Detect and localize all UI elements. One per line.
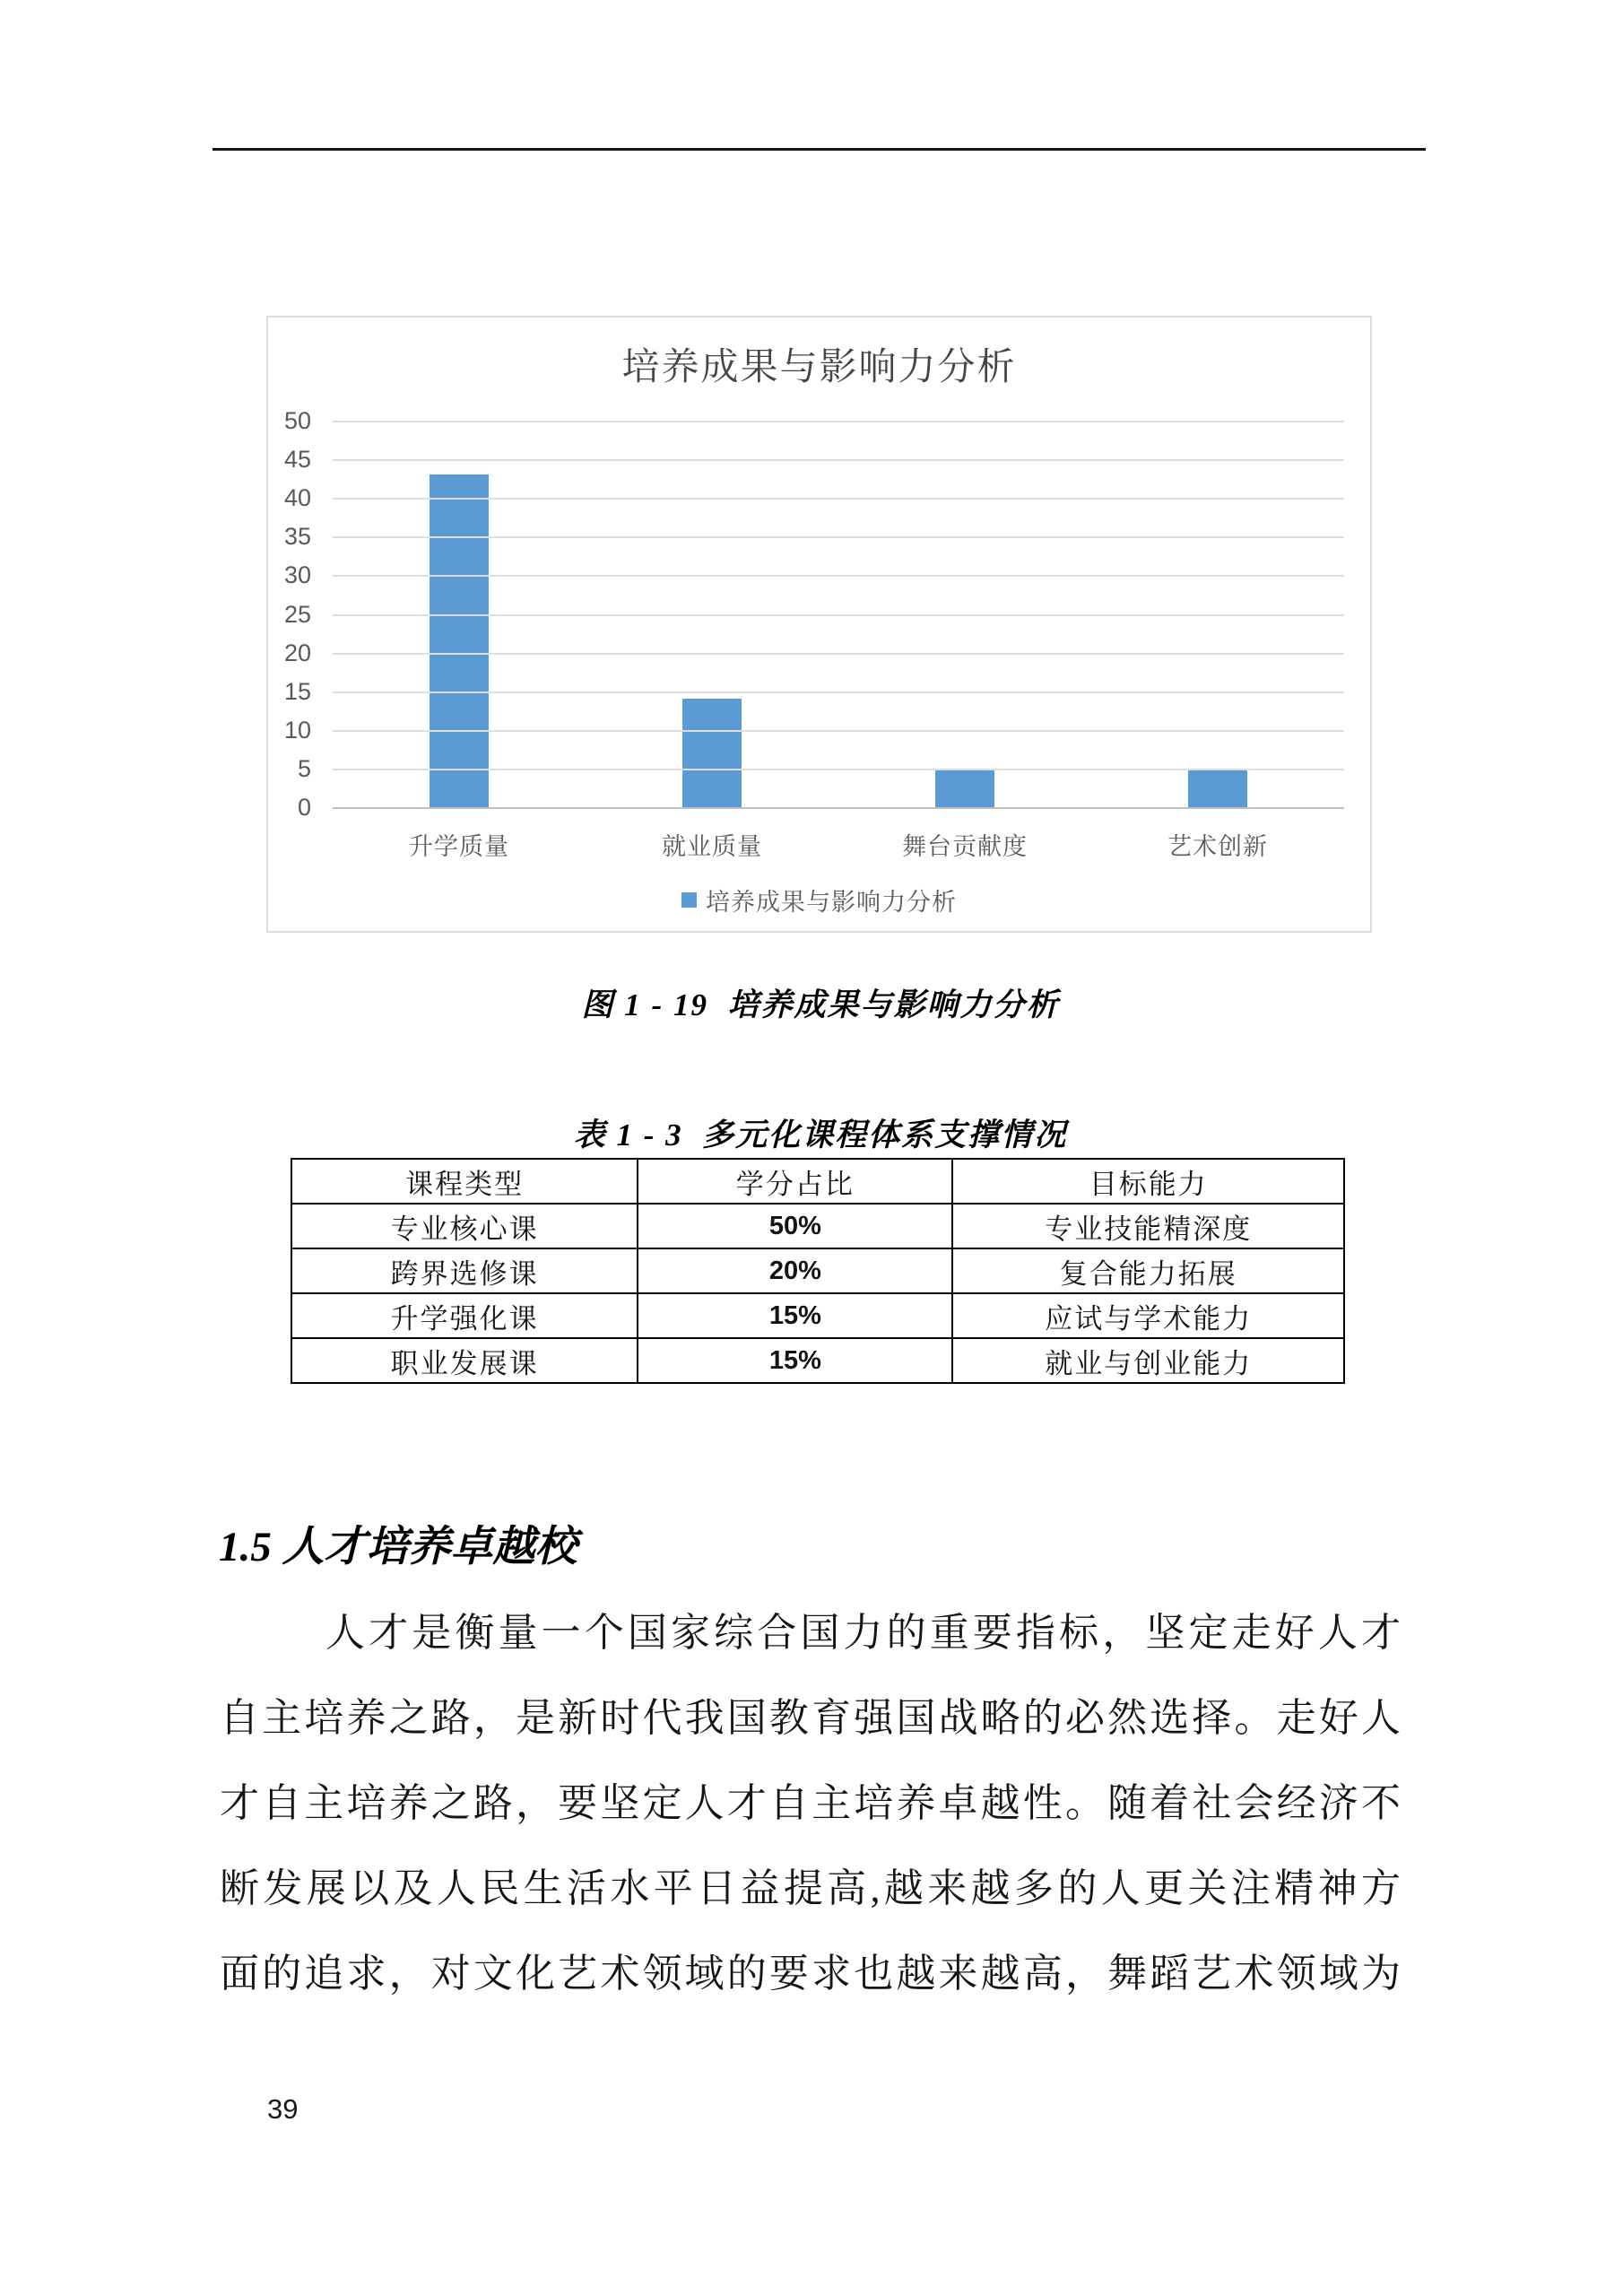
gridline <box>333 691 1344 693</box>
table-row <box>291 1293 1344 1338</box>
bar-slot <box>333 474 586 807</box>
chart-legend <box>268 883 1370 918</box>
y-axis-tick-label: 5 <box>297 755 311 782</box>
y-axis-tick-label: 35 <box>283 523 311 550</box>
page-number: 39 <box>267 2093 299 2125</box>
table-cell: 50% <box>638 1204 952 1248</box>
table-header-cell: 学分占比 <box>638 1159 952 1204</box>
table-cell: 15% <box>638 1338 952 1383</box>
gridline <box>333 459 1344 461</box>
table-cell: 升学强化课 <box>291 1293 638 1338</box>
table-header-row <box>291 1159 1344 1204</box>
y-axis-tick-label: 45 <box>283 446 311 473</box>
table-cell: 就业与创业能力 <box>952 1338 1344 1383</box>
legend-label: 培养成果与影响力分析 <box>706 889 957 916</box>
legend-swatch-icon <box>681 892 697 908</box>
table-header-cell: 课程类型 <box>291 1159 638 1204</box>
body-line: 才自主培养之路，要坚定人才自主培养卓越性。随着社会经济不 <box>220 1781 1403 1825</box>
gridline <box>333 421 1344 422</box>
header-rule <box>213 148 1426 151</box>
bar-slot <box>838 769 1091 807</box>
x-category-label: 升学质量 <box>409 833 509 860</box>
table-row <box>291 1338 1344 1383</box>
x-axis-labels <box>333 827 1344 862</box>
table-cell: 跨界选修课 <box>291 1248 638 1293</box>
table-row <box>291 1204 1344 1248</box>
chart-title: 培养成果与影响力分析 <box>621 347 1017 388</box>
bar-升学质量 <box>430 474 489 807</box>
gridline <box>333 536 1344 538</box>
y-axis-tick-label: 25 <box>283 601 311 628</box>
table-cell: 复合能力拓展 <box>952 1248 1344 1293</box>
body-paragraph <box>220 1590 1403 2016</box>
y-axis-tick-label: 15 <box>283 678 311 705</box>
bar-chart <box>266 316 1372 933</box>
gridline <box>333 575 1344 577</box>
x-category-label: 艺术创新 <box>1167 833 1268 860</box>
gridline <box>333 614 1344 616</box>
y-axis-tick-label: 10 <box>283 717 311 744</box>
section-heading: 1.5 人才培养卓越校 <box>219 1524 577 1570</box>
y-axis-tick-label: 20 <box>283 639 311 666</box>
body-line: 人才是衡量一个国家综合国力的重要指标，坚定走好人才 <box>325 1611 1403 1655</box>
table-cell: 专业核心课 <box>291 1204 638 1248</box>
body-line: 面的追求，对文化艺术领域的要求也越来越高，舞蹈艺术领域为 <box>220 1952 1403 1996</box>
x-axis-line <box>333 807 1344 809</box>
bar-slot <box>1091 769 1344 807</box>
figure-caption: 图 1 - 19 培养成果与影响力分析 <box>581 987 1060 1022</box>
table-cell: 职业发展课 <box>291 1338 638 1383</box>
gridline <box>333 653 1344 655</box>
bar-舞台贡献度 <box>935 769 994 807</box>
bar-艺术创新 <box>1188 769 1247 807</box>
y-axis-tick-label: 40 <box>283 484 311 511</box>
gridline <box>333 498 1344 500</box>
gridline <box>333 769 1344 770</box>
table-header-cell: 目标能力 <box>952 1159 1344 1204</box>
y-axis-tick-label: 50 <box>283 407 311 434</box>
table-caption: 表 1 - 3 多元化课程体系支撑情况 <box>573 1118 1068 1152</box>
x-category-label: 就业质量 <box>662 833 762 860</box>
y-axis-tick-label: 30 <box>283 561 311 588</box>
body-line: 自主培养之路，是新时代我国教育强国战略的必然选择。走好人 <box>220 1696 1403 1740</box>
table-cell: 专业技能精深度 <box>952 1204 1344 1248</box>
chart-plot-area <box>333 421 1344 807</box>
bar-就业质量 <box>682 699 742 807</box>
course-table <box>291 1158 1345 1384</box>
table-cell: 20% <box>638 1248 952 1293</box>
bar-slot <box>586 699 838 807</box>
x-category-label: 舞台贡献度 <box>902 833 1028 860</box>
gridline <box>333 730 1344 732</box>
table-row <box>291 1248 1344 1293</box>
table-cell: 15% <box>638 1293 952 1338</box>
y-axis-labels <box>268 407 320 821</box>
y-axis-tick-label: 0 <box>297 794 311 821</box>
body-line: 断发展以及人民生活水平日益提高,越来越多的人更关注精神方 <box>220 1866 1403 1910</box>
table-cell: 应试与学术能力 <box>952 1293 1344 1338</box>
